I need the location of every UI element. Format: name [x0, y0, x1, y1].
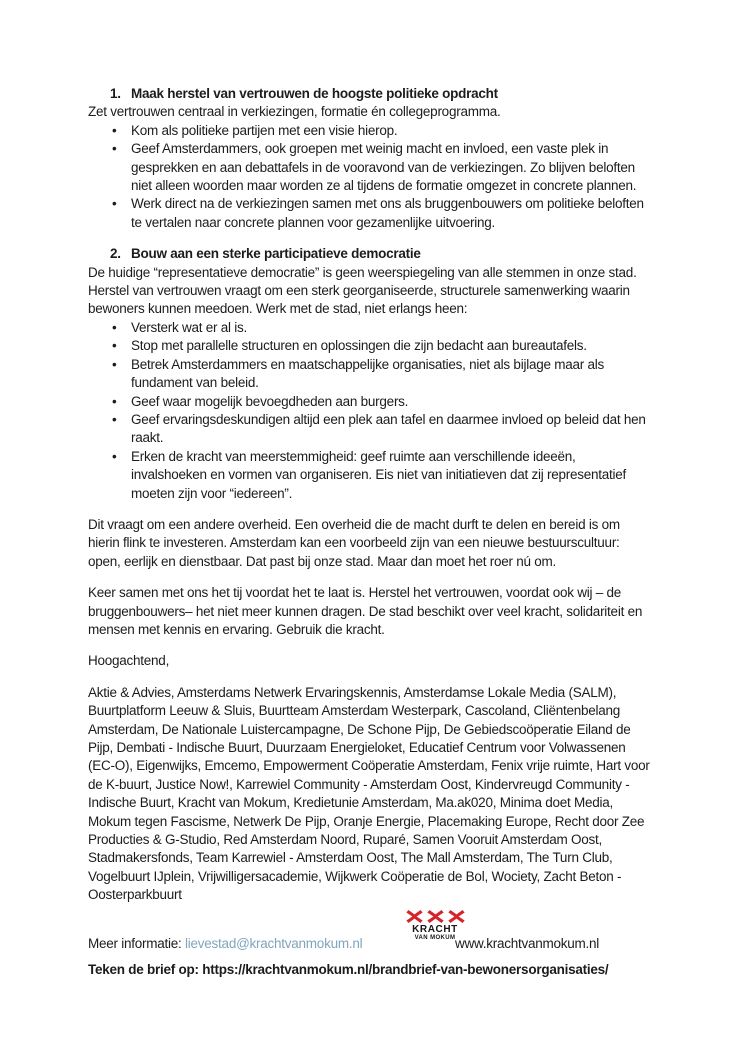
- bullet-item: • Stop met parallelle structuren en oplossingen die zijn bedacht aan bureautafels.: [88, 337, 651, 355]
- website-text: www.krachtvanmokum.nl: [455, 936, 600, 952]
- bullet-item: • Betrek Amsterdammers en maatschappelijke organisaties, niet als bijlage maar als fundament van beleid.: [88, 356, 651, 393]
- bullet-item: • Kom als politieke partijen met een visie hierop.: [88, 122, 651, 140]
- section-1-number: 1.: [110, 86, 121, 101]
- bullet-item: • Erken de kracht van meerstemmigheid: geef ruimte aan verschillende ideeën, invalshoeken en vormen van organiseren. Eis niet van initiatieven dat zij representatief moeten zijn voor “iedereen”.: [88, 448, 651, 503]
- bullet-item: • Werk direct na de verkiezingen samen met ons als bruggenbouwers om politieke beloften te vertalen naar concrete plannen voor gezamenlijke uitvoering.: [88, 195, 651, 232]
- bullet-item: • Geef ervaringsdeskundigen altijd een plek aan tafel en daarmee invloed op beleid dat hen raakt.: [88, 411, 651, 448]
- section-2-bullet-list: [88, 319, 651, 503]
- body-paragraph-keer-samen: Keer samen met ons het tij voordat het te laat is. Herstel het vertrouwen, voordat ook wij – de bruggenbouwers– het niet meer kunnen dragen. De stad beschikt over veel kracht, solidariteit en mensen met kennis en ervaring. Gebruik die kracht.: [88, 585, 643, 637]
- bullet-item: • Geef waar mogelijk bevoegdheden aan burgers.: [88, 393, 651, 411]
- amsterdam-cross-icon: [427, 910, 444, 923]
- amsterdam-cross-icon: [406, 910, 423, 923]
- section-2-intro: De huidige “representatieve democratie” is geen weerspiegeling van alle stemmen in onze stad. Herstel van vertrouwen vraagt om een sterk georganiseerde, structurele samenwerking waarin bewoners kunnen meedoen. Werk met de stad, niet erlangs heen:: [88, 264, 637, 317]
- more-info-label: Meer informatie:: [88, 936, 186, 952]
- section-2-heading: [88, 245, 651, 263]
- footer: [88, 908, 651, 955]
- section-2-number: 2.: [110, 246, 121, 262]
- bullet-item: • Geef Amsterdammers, ook groepen met weinig macht en invloed, een vaste plek in gesprekken en aan debattafels in de vooravond van de verkiezingen. Zo blijven beloften niet alleen woorden maar worden ze al tijdens de formatie omgezet in concrete plannen.: [88, 140, 651, 195]
- section-2-heading-text: Bouw aan een sterke participatieve democratie: [131, 246, 421, 262]
- logo-text-van-mokum: VAN MOKUM: [414, 934, 456, 941]
- logo-text-kracht: KRACHT: [412, 923, 458, 935]
- bullet-item: • Versterk wat er al is.: [88, 319, 651, 337]
- signatory-organizations: Aktie & Advies, Amsterdams Netwerk Ervaringskennis, Amsterdamse Lokale Media (SALM), Buurtplatform Leeuw & Sluis, Buurtteam Amsterdam Westerpark, Cascoland, Cliëntenbelang Amsterdam, De Nationale Luistercampagne, De Schone Pijp, De Gebiedscoöperatie Eiland de Pijp, Dembati - Indische Buurt, Duurzaam Energieloket, Educatief Centrum voor Volwassenen (EC-O), Eigenwijks, Emcemo, Empowerment Coöperatie Amsterdam, Fenix vrije ruimte, Hart voor de K-buurt, Justice Now!, Karrewiel Community - Amsterdam Oost, Kindervreugd Community - Indische Buurt, Kracht van Mokum, Kredietunie Amsterdam, Ma.ak020, Minima doet Media, Mokum tegen Fascisme, Netwerk De Pijp, Oranje Energie, Placemaking Europe, Recht door Zee Producties & G-Studio, Red Amsterdam Noord, Ruparé, Samen Vooruit Amsterdam Oost, Stadmakersfonds, Team Karrewiel - Amsterdam Oost, The Mall Amsterdam, The Turn Club, Vogelbuurt IJplein, Vrijwilligersacademie, Wijkwerk Coöperatie de Bol, Wociety, Zacht Beton - Oosterparkbuurt: [88, 684, 650, 903]
- closing-salutation: Hoogachtend,: [88, 653, 170, 669]
- section-1-heading: [88, 85, 651, 103]
- section-1-bullet-list: [88, 122, 651, 232]
- logo-triple-cross: [402, 910, 468, 923]
- body-paragraph-overheid: Dit vraagt om een andere overheid. Een overheid die de macht durft te delen en bereid is om hierin flink te investeren. Amsterdam kan een voorbeeld zijn van een nieuwe bestuurscultuur: open, eerlijk en dienstbaar. Dat past bij onze stad. Maar dan moet het roer nú om.: [88, 516, 620, 569]
- section-1-intro: Zet vertrouwen centraal in verkiezingen, formatie én collegeprogramma.: [88, 104, 501, 120]
- sign-letter-url-line[interactable]: Teken de brief op: https://krachtvanmokum.nl/brandbrief-van-bewonersorganisaties/: [88, 961, 609, 977]
- section-1-heading-text: Maak herstel van vertrouwen de hoogste politieke opdracht: [131, 86, 498, 101]
- more-info-line: [88, 935, 362, 953]
- email-link[interactable]: lievestad@krachtvanmokum.nl: [185, 936, 363, 952]
- amsterdam-cross-icon: [448, 910, 465, 923]
